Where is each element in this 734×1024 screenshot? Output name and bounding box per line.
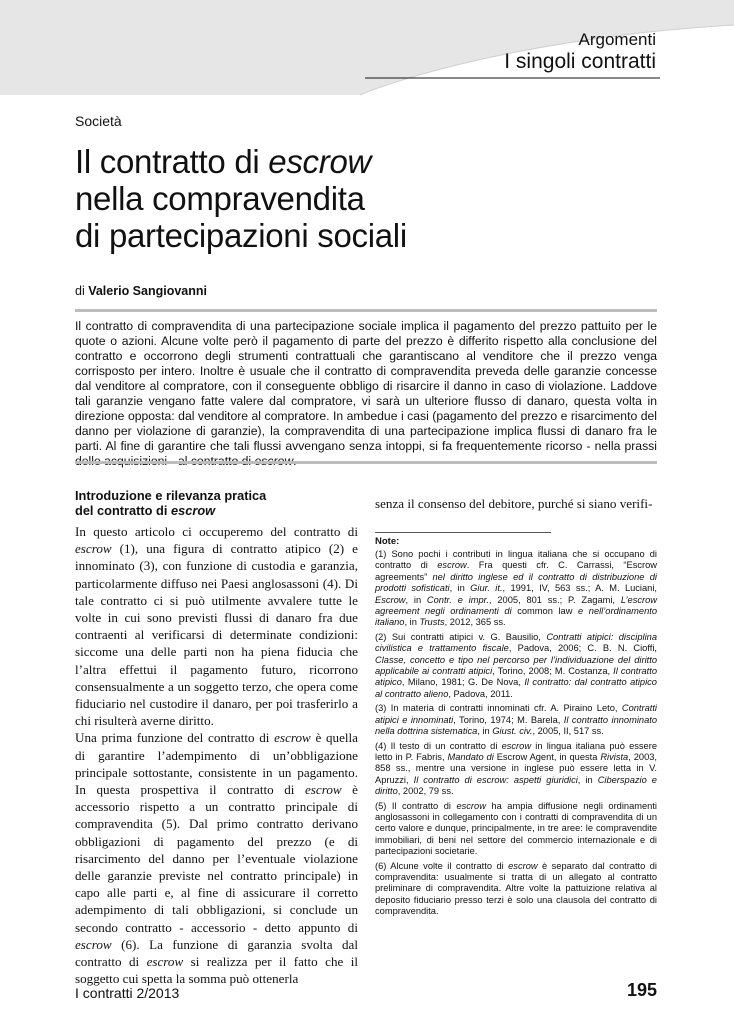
abstract [75, 319, 657, 469]
fn4-em2: Mandato di [447, 751, 494, 762]
p1-text-b: (1), una figura di contratto atipico (2) e innominato (3), con funzione di custodia e garanzia, particolarmente diffuso nei Paesi anglosassoni (4). Di tale contratto ci si può utilmente avvalere tutte le volte in cui sono previsti flussi di danaro fra due contraenti al verificarsi di determinate condizioni: siccome una delle parti non ha piena fiducia che l’altra effettui il pagamento futuro, ricorrono consensualmente a un soggetto terzo, che opera come fiduciario nel custodire il danaro, per poi trasferirlo a chi risulterà averne diritto. [75, 541, 358, 729]
p2-italic-4: escrow [146, 954, 184, 970]
abstract-bottom-rule [75, 461, 657, 464]
body-left-column [75, 523, 358, 987]
fn4-c: Escrow Agent, in questa [493, 751, 601, 762]
fn1-g: common law [511, 606, 579, 617]
fn1-em8: Trusts [419, 617, 445, 628]
section-heading-line2: del contratto di [75, 503, 171, 518]
fn2-e: , Padova, 2011. [448, 688, 513, 699]
section-heading-line1: Introduzione e rilevanza pratica [75, 488, 267, 503]
fn6-em1: escrow [508, 860, 538, 871]
p2-text-e: si realizza per il fatto che il soggetto cui spetta la somma può ottenerla [75, 954, 358, 987]
p2-text-a: Una prima funzione del contratto di [75, 730, 275, 746]
p2-italic-3: escrow [75, 936, 112, 952]
fn2-c: , Torino, 2008; M. Costanza, [492, 666, 614, 677]
fn3-em1: Contratti atipici e innominati [375, 703, 657, 725]
p1-italic-1: escrow [75, 541, 112, 557]
footer-page-number: 195 [626, 980, 657, 1000]
fn4-b: in lingua italiana può essere letto in P. Fabris, [375, 740, 657, 762]
author-name: Valerio Sangiovanni [88, 284, 207, 298]
footnote-4 [375, 741, 657, 798]
title-line1-text: Il contratto di [75, 143, 269, 180]
fn1-d: , 1991, IV, 563 ss.; A. M. Luciani, [502, 583, 657, 594]
p2-text-c: è accessorio rispetto a un contratto principale di compravendita (5). Dal primo contratto derivano obbligazioni di pagamento del prezzo (e di risarcimento del danno per l’eventuale violazione delle garanzie previste nel contratto principale) in capo alle parti e, al fine di assicurare il corretto adempimento di tali obbligazioni, si conclude un secondo contratto - accessorio - detto appunto di [75, 782, 358, 935]
notes-rule [375, 532, 551, 533]
paragraph-2 [75, 729, 358, 987]
fn3-a: (3) In materia di contratti innominati cfr. A. Piraino Leto, [375, 703, 622, 714]
fn1-em3: Giur. it. [470, 583, 503, 594]
title-line3: di partecipazioni sociali [75, 217, 407, 254]
fn5-b: ha ampia diffusione negli ordinamenti anglosassoni in collegamento con i contratti di compravendita di un certo valore e dunque, principalmente, in tre aree: le compravendite immobiliari, di beni nel settore del commercio internazionale e di partecipazioni societarie. [375, 800, 657, 857]
byline [75, 284, 207, 298]
fn5-a: (5) Il contratto di [375, 800, 457, 811]
fn1-h: , in [404, 617, 420, 628]
section-heading-italic: escrow [170, 503, 216, 518]
fn2-em2: Classe, concetto e tipo nel percorso per l’individuazione del diritto applicabile ai contratti atipici [375, 654, 657, 677]
fn4-em4: Il contratto di escrow: aspetti giuridici [413, 774, 578, 785]
fn5-em1: escrow [456, 800, 486, 811]
footnote-6 [375, 861, 657, 918]
paragraph-1 [75, 523, 358, 729]
fn2-em1: Contratti atipici: disciplina civilistica e trattamento fiscale [375, 631, 657, 654]
fn1-em6: L’escrow agreement negli ordinamenti di [375, 594, 657, 617]
fn1-f: , 2005, 801 ss.; P. Zagami, [489, 594, 621, 605]
footnotes [375, 549, 657, 921]
fn2-em3: Il contratto atipico [375, 666, 657, 688]
article-title [75, 143, 407, 254]
fn4-em1: escrow [501, 740, 532, 751]
fn1-em5: Contr. e impr. [426, 594, 489, 605]
fn3-em2: Il contratto innominato nella dottrina sistematica [375, 714, 657, 737]
footnote-1 [375, 549, 657, 629]
fn4-f: , 2002, 79 ss. [397, 786, 454, 797]
footer-journal: I contratti 2/2013 [75, 985, 180, 1001]
fn3-em3: Giust. civ. [492, 726, 533, 737]
p2-text-d: (6). La funzione di garanzia svolta dal contratto di [75, 936, 358, 970]
fn2-em4: Il contratto: dal contratto atipico al contratto alieno [375, 677, 657, 699]
fn4-a: (4) Il testo di un contratto di [375, 740, 502, 751]
fn1-em4: Escrow [375, 594, 406, 605]
title-line2: nella compravendita [75, 180, 365, 217]
body-right-column-text: senza il consenso del debitore, purché si siano verifi- [375, 496, 653, 511]
fn1-e: , in [405, 594, 427, 605]
fn1-em7: e nell’ordinamento italiano [375, 606, 657, 628]
p2-italic-2: escrow [305, 782, 342, 798]
footnote-3 [375, 703, 657, 737]
fn2-d: , Milano, 1981; G. De Nova, [401, 677, 525, 688]
notes-heading: Note: [375, 536, 400, 547]
fn3-d: , 2005, II, 517 ss. [532, 726, 604, 737]
fn1-c: , in [449, 583, 471, 594]
fn1-a: (1) Sono pochi i contributi in lingua italiana che si occupano di contratto di [375, 549, 657, 571]
p2-text-b: è quella di garantire l’adempimento di un’obbligazione principale sottostante, consistente in un pagamento. In questa prospettiva il contratto di [75, 730, 358, 798]
fn4-em5: Ciberspazio e diritto [375, 774, 657, 797]
byline-prefix: di [75, 284, 89, 298]
fn3-b: , Torino, 1974; M. Barela, [453, 714, 564, 725]
header-subsection: I singoli contratti [504, 50, 656, 73]
fn1-em2: nel diritto inglese ed il contratto di distribuzione di prodotti sofisticati [375, 571, 657, 594]
p1-text-a: In questo articolo ci occuperemo del contratto di [75, 524, 358, 539]
fn4-e: , in [577, 774, 598, 785]
footnote-2 [375, 632, 657, 700]
fn1-b: . Fra questi cfr. C. Carrassi, “Escrow agreements” [375, 560, 658, 582]
title-line1-italic: escrow [268, 143, 372, 180]
article-kicker: Società [75, 113, 122, 129]
fn4-em3: Rivista [600, 751, 629, 762]
fn2-a: (2) Sui contratti atipici v. G. Bausilio, [375, 631, 547, 642]
fn1-em1: escrow [437, 560, 467, 571]
section-heading [75, 488, 365, 518]
fn4-d: , 2003, 858 ss., mentre una versione in inglese può essere letta in V. Apruzzi, [375, 751, 657, 785]
fn3-c: , in [477, 726, 493, 737]
fn2-b: , Padova, 2006; C. B. N. Cioffi, [508, 643, 657, 654]
fn1-i: , 2012, 365 ss. [444, 617, 506, 628]
fn6-a: (6) Alcune volte il contratto di [375, 860, 509, 871]
header-section: Argomenti [578, 30, 656, 49]
fn6-b: è separato dal contratto di compravendita: usualmente si tratta di un allegato al contratto preliminare di compravendita. Altre volte la pattuizione relativa al deposito fiduciario presso terzi è solo una clausola del contratto di compravendita. [375, 860, 657, 917]
p2-italic-1: escrow [274, 730, 311, 746]
abstract-top-rule [75, 309, 657, 312]
footnote-5 [375, 801, 657, 858]
abstract-text: Il contratto di compravendita di una partecipazione sociale implica il pagamento del prezzo pattuito per le quote o azioni. Alcune volte però il pagamento di parte del prezzo è differito rispetto alla conclusione del contratto e occorrono degli strumenti contrattuali che garantiscano al venditore che il prezzo venga corrisposto per intero. Inoltre è usuale che il contratto di compravendita preveda delle garanzie concesse dal venditore al compratore, con il conseguente obbligo di risarcire il danno in caso di violazione. Laddove tali garanzie vengano fatte valere dal compratore, vi sarà un ulteriore flusso di danaro, questa volta in direzione opposta: dal venditore al compratore. In ambedue i casi (pagamento del prezzo e risarcimento del danno per violazione di garanzie), la compravendita di una partecipazione implica flussi di danaro fra le parti. Al fine di garantire che tali flussi avvengano senza intoppi, si fa frequentemente ricorso - nella prassi [75, 319, 657, 453]
